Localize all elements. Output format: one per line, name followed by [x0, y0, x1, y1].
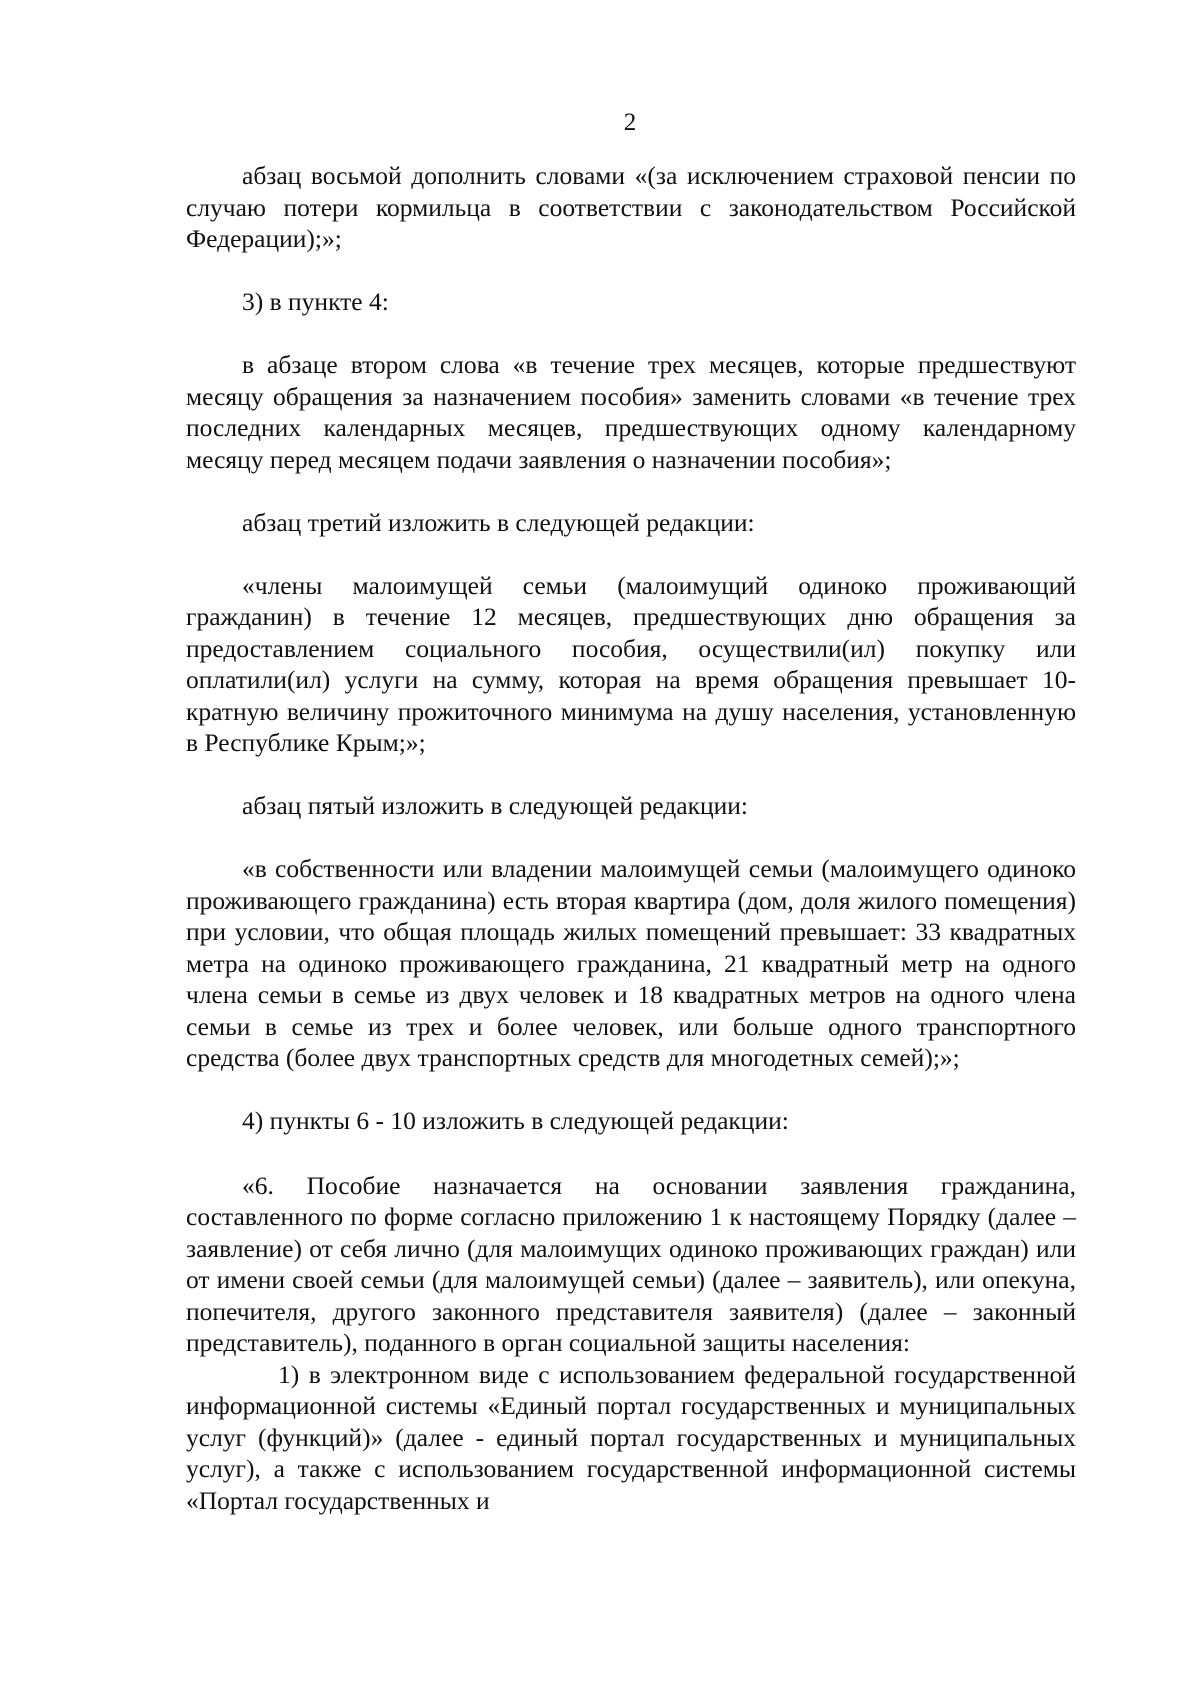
- paragraph-second-abzac: в абзаце втором слова «в течение трех месяцев, которые предшествуют месяцу обращения за назначением пособия» заменить словами «в течение трех последних календарных месяцев, предшествующих одному календарному месяцу перед месяцем подачи заявления о назначении пособия»;: [186, 350, 1076, 474]
- paragraph-item-4-heading: 4) пункты 6 - 10 изложить в следующей редакции:: [242, 1106, 789, 1135]
- document-body: [186, 160, 1076, 1516]
- paragraph-property: «в собственности или владении малоимущей семьи (малоимущего одиноко проживающего гражданина) есть вторая квартира (дом, доля жилого помещения) при условии, что общая площадь жилых помещений превышает: 33 квадратных метра на одиноко проживающего гражданина, 21 квадратный метр на одного члена семьи в семье из двух человек и 18 квадратных метров на одного члена семьи в семье из трех и более человек, или больше одного транспортного средства (более двух транспортных средств для многодетных семей);»;: [186, 854, 1076, 1072]
- paragraph-item-3-heading: 3) в пункте 4:: [242, 287, 389, 316]
- paragraph-point-6: «6. Пособие назначается на основании заявления гражданина, составленного по форме согласно приложению 1 к настоящему Порядку (далее – заявление) от себя лично (для малоимущих одиноко проживающих граждан) или от имени своей семьи (для малоимущей семьи) (далее – заявитель), или опекуна, попечителя, другого законного представителя заявителя) (далее – законный представитель), поданного в орган социальной защиты населения:: [186, 1170, 1076, 1357]
- paragraph-family-members: «члены малоимущей семьи (малоимущий одиноко проживающий гражданин) в течение 12 месяцев, предшествующих дню обращения за предоставлением социального пособия, осуществили(ил) покупку или оплатили(ил) услуги на сумму, которая на время обращения превышает 10-кратную величину прожиточного минимума на душу населения, установленную в Республике Крым;»;: [186, 570, 1076, 757]
- paragraph-amendment-eighth: абзац восьмой дополнить словами «(за исключением страховой пенсии по случаю потери кормильца в соответствии с законодательством Российской Федерации);»;: [186, 161, 1076, 253]
- paragraph-third-abzac-heading: абзац третий изложить в следующей редакции:: [242, 507, 755, 537]
- paragraph-subitem-1: 1) в электронном виде с использованием федеральной государственной информационной системы «Единый портал государственных и муниципальных услуг (функций)» (далее - единый портал государственных и муниципальных услуг), а также с использованием государственной информационной системы «Портал государственных и: [186, 1359, 1076, 1515]
- page-number: 2: [623, 109, 637, 136]
- paragraph-fifth-abzac-heading: абзац пятый изложить в следующей редакции:: [242, 791, 748, 820]
